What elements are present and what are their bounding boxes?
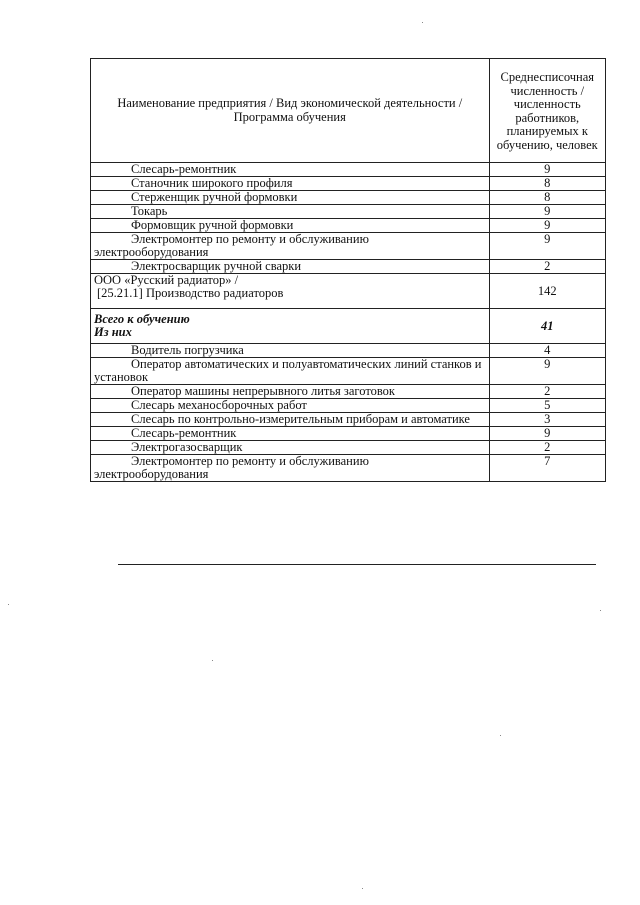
table-row [91,358,606,385]
table-header-row [91,59,606,163]
program-count: 9 [489,427,605,441]
program-count: 8 [489,177,605,191]
program-name: Электромонтер по ремонту и обслуживанию электрооборудования [91,233,490,260]
program-count: 2 [489,260,605,274]
table-row [91,219,606,233]
program-count: 9 [489,205,605,219]
total-label: Всего к обучению [94,312,190,326]
total-row [91,309,606,344]
table-row [91,260,606,274]
program-count: 8 [489,191,605,205]
table-row [91,205,606,219]
separator-line [118,564,596,565]
table-row [91,191,606,205]
program-name: Водитель погрузчика [91,344,490,358]
table-row [91,177,606,191]
program-name: Слесарь по контрольно-измерительным приборам и автоматике [91,413,490,427]
program-name: Слесарь механосборочных работ [91,399,490,413]
scan-speck [362,888,363,889]
total-count: 41 [489,309,605,344]
program-count: 4 [489,344,605,358]
program-name: Формовщик ручной формовки [91,219,490,233]
program-name: Стерженщик ручной формовки [91,191,490,205]
program-count: 7 [489,455,605,482]
program-name: Электросварщик ручной сварки [91,260,490,274]
header-name-cell: Наименование предприятия / Вид экономической деятельности / Программа обучения [91,59,490,163]
program-count: 2 [489,385,605,399]
of-them-label: Из них [94,325,132,339]
scan-speck [500,735,501,736]
table-row [91,427,606,441]
training-table [90,58,606,482]
table-row [91,163,606,177]
table-row [91,233,606,260]
table-row [91,399,606,413]
program-count: 3 [489,413,605,427]
table-row [91,413,606,427]
program-name: Слесарь-ремонтник [91,427,490,441]
program-count: 9 [489,233,605,260]
table-row [91,344,606,358]
table-row [91,441,606,455]
program-name: Электромонтер по ремонту и обслуживанию электрооборудования [91,455,490,482]
program-name: Оператор машины непрерывного литья заготовок [91,385,490,399]
company-row [91,274,606,309]
program-name: Слесарь-ремонтник [91,163,490,177]
scan-speck [8,604,9,605]
program-name: Станочник широкого профиля [91,177,490,191]
program-count: 9 [489,219,605,233]
program-count: 2 [489,441,605,455]
scan-speck [600,610,601,611]
table-row [91,455,606,482]
program-count: 5 [489,399,605,413]
program-count: 9 [489,358,605,385]
scan-speck [212,660,213,661]
company-activity: [25.21.1] Производство радиаторов [97,286,284,300]
scan-speck [422,22,423,23]
program-count: 9 [489,163,605,177]
company-cell [91,274,490,309]
header-count-cell: Среднесписочная численность / численность работников, планируемых к обучению, человек [489,59,605,163]
table-row [91,385,606,399]
program-name: Оператор автоматических и полуавтоматических линий станков и установок [91,358,490,385]
program-name: Электрогазосварщик [91,441,490,455]
total-label-cell [91,309,490,344]
company-count: 142 [489,274,605,309]
program-name: Токарь [91,205,490,219]
company-name: ООО «Русский радиатор» / [94,273,239,287]
